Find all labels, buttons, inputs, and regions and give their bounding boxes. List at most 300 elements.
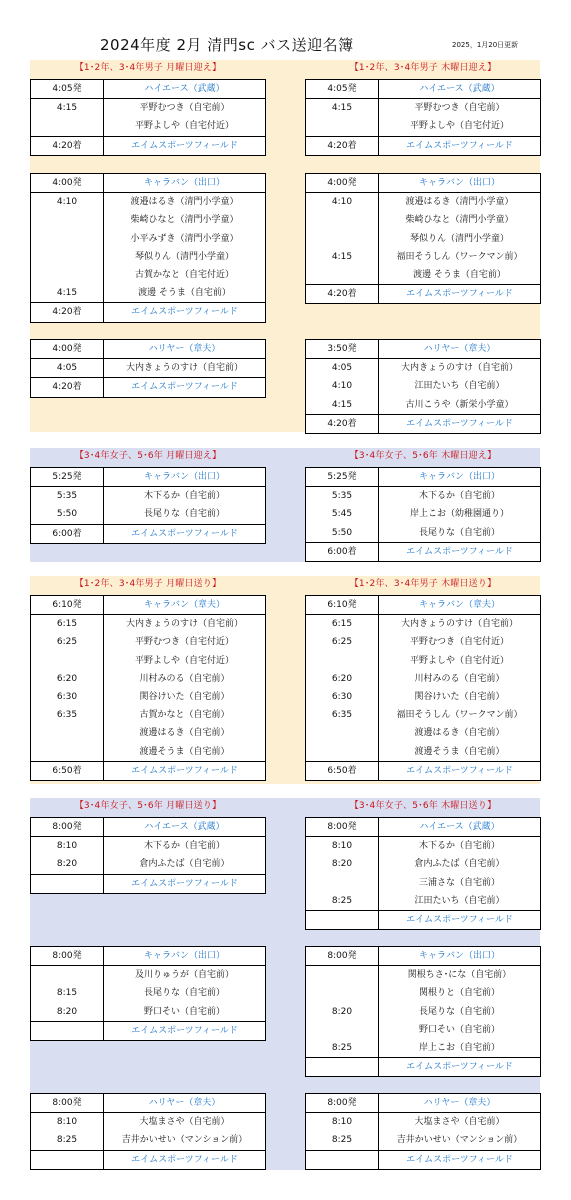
passenger-name: 平野むつき（自宅付近）	[409, 637, 509, 648]
vehicle-name: ハイエース（武蔵）	[419, 822, 500, 832]
stop-time	[31, 652, 104, 670]
stop-time	[306, 117, 379, 135]
passenger-name: 大内きょうのすけ（自宅前）	[125, 363, 243, 374]
table-footer-row	[306, 136, 540, 155]
passenger-name: 渡邊はるき（自宅前）	[414, 728, 505, 739]
table-row	[31, 855, 265, 873]
passenger-name: 古賀かなと（自宅前）	[139, 710, 230, 721]
stop-time	[31, 266, 104, 284]
passenger-name: 関谷けいた（自宅前）	[139, 691, 230, 702]
vehicle-name: ハリヤー（章夫）	[423, 1098, 496, 1108]
table-row	[306, 724, 540, 742]
stop-time	[306, 652, 379, 670]
schedule-table	[30, 79, 266, 156]
table-row	[306, 230, 540, 248]
page-title: 2024年度 2月 清門sc バス送迎名簿	[100, 36, 354, 54]
stop-time: 5:45	[306, 505, 379, 523]
destination: エイムスポーツフィールド	[406, 765, 513, 776]
table-footer-row	[306, 1150, 540, 1169]
passenger-name: 木下るか（自宅前）	[143, 491, 225, 502]
departure-time: 4:00発	[31, 340, 104, 358]
stop-time: 4:10	[306, 377, 379, 395]
departure-time: 6:10発	[31, 596, 104, 614]
stop-time: 8:15	[31, 984, 104, 1002]
passenger-name: 渡邊はるき（自宅前）	[139, 728, 230, 739]
passenger-name: 渡邉はるき（清門小学童）	[405, 197, 514, 208]
stop-time	[306, 966, 379, 984]
stop-time	[306, 984, 379, 1002]
passenger-name: 福田そうしん（ワークマン前）	[396, 710, 523, 721]
passenger-name: 渡邊 そうま（自宅前）	[138, 288, 231, 299]
section-heading-left: 【3･4年女子、5･6年 月曜日送り】	[74, 801, 222, 811]
table-row	[31, 230, 265, 248]
table-row	[31, 211, 265, 229]
passenger-name: 野口そい（自宅前）	[143, 1006, 225, 1017]
table-row	[31, 487, 265, 505]
schedule-table	[30, 595, 266, 781]
table-row	[31, 837, 265, 855]
table-row	[31, 193, 265, 211]
table-row	[306, 1039, 540, 1057]
arrival-time	[31, 1022, 104, 1040]
departure-time: 8:00発	[306, 818, 379, 836]
section-boys-dropoff	[30, 576, 540, 784]
table-row	[31, 706, 265, 724]
table-row	[306, 1021, 540, 1039]
stop-time	[31, 117, 104, 135]
stop-time: 6:30	[31, 688, 104, 706]
stop-time: 5:35	[31, 487, 104, 505]
table-row	[306, 743, 540, 761]
updated-date: 2025，1月20日更新	[452, 41, 519, 49]
destination: エイムスポーツフィールド	[131, 307, 238, 318]
table-footer-row	[306, 284, 540, 303]
vehicle-name: キャラバン（章夫）	[143, 600, 225, 610]
passenger-name: 及川りゅうが（自宅前）	[134, 970, 234, 981]
stop-time	[306, 1021, 379, 1039]
arrival-time	[31, 875, 104, 893]
schedule-table	[305, 339, 541, 434]
passenger-name: 福田そうしん（ワークマン前）	[396, 251, 523, 262]
vehicle-name: キャラバン（出口）	[418, 178, 500, 188]
table-row	[306, 652, 540, 670]
stop-time: 5:50	[31, 505, 104, 523]
passenger-name: 大塩まさや（自宅前）	[414, 1117, 505, 1128]
table-row	[31, 966, 265, 984]
arrival-time: 4:20着	[306, 285, 379, 303]
stop-time: 4:15	[306, 99, 379, 117]
passenger-name: 長尾りな（自宅前）	[143, 509, 225, 520]
table-header-row	[306, 340, 540, 359]
table-header-row	[306, 947, 540, 966]
schedule-table	[305, 946, 541, 1077]
table-row	[306, 874, 540, 892]
arrival-time: 4:20着	[306, 415, 379, 433]
passenger-name: 平野よしや（自宅付近）	[409, 655, 509, 666]
passenger-name: 岸上こお（幼稚園通り）	[409, 509, 509, 520]
stop-time: 8:10	[31, 1113, 104, 1131]
table-row	[306, 837, 540, 855]
passenger-name: 平野むつき（自宅前）	[414, 103, 505, 114]
destination: エイムスポーツフィールド	[131, 140, 238, 151]
arrival-time	[306, 1058, 379, 1076]
vehicle-name: ハリヤー（章夫）	[148, 1098, 221, 1108]
table-row	[306, 524, 540, 542]
table-footer-row	[306, 761, 540, 780]
stop-time: 6:25	[306, 633, 379, 651]
table-footer-row	[31, 302, 265, 321]
table-row	[31, 248, 265, 266]
stop-time: 8:10	[306, 1113, 379, 1131]
table-row	[306, 377, 540, 395]
stop-time: 6:20	[306, 670, 379, 688]
departure-time: 8:00発	[31, 1094, 104, 1112]
stop-time	[31, 248, 104, 266]
schedule-table	[305, 173, 541, 304]
table-footer-row	[306, 910, 540, 929]
stop-time: 6:20	[31, 670, 104, 688]
passenger-name: 大内きょうのすけ（自宅前）	[400, 363, 518, 374]
table-footer-row	[306, 414, 540, 433]
vehicle-name: キャラバン（出口）	[143, 472, 225, 482]
destination: エイムスポーツフィールド	[131, 1154, 238, 1165]
stop-time	[306, 266, 379, 284]
table-row	[306, 855, 540, 873]
table-row	[306, 984, 540, 1002]
stop-time	[31, 724, 104, 742]
passenger-name: 倉内ふたば（自宅前）	[139, 859, 230, 870]
arrival-time: 6:00着	[306, 543, 379, 561]
passenger-name: 吉井かいせい（マンション前）	[396, 1135, 523, 1146]
stop-time	[306, 743, 379, 761]
arrival-time: 4:20着	[31, 378, 104, 396]
section-heading-left: 【1･2年、3･4年男子 月曜日送り】	[74, 579, 222, 589]
passenger-name: 古賀かなと（自宅付近）	[134, 269, 234, 280]
passenger-name: 小平みずき（清門小学童）	[130, 233, 239, 244]
vehicle-name: キャラバン（出口）	[143, 178, 225, 188]
section-heading-right: 【3･4年女子、5･6年 木曜日送り】	[349, 801, 497, 811]
table-row	[31, 505, 265, 523]
passenger-name: 大内きょうのすけ（自宅前）	[400, 619, 518, 630]
schedule-table	[30, 946, 266, 1041]
passenger-name: 長尾りな（自宅前）	[418, 1006, 500, 1017]
passenger-name: 琴似りん（清門小学童）	[409, 233, 509, 244]
table-header-row	[31, 947, 265, 966]
stop-time: 8:25	[31, 1131, 104, 1149]
stop-time	[306, 211, 379, 229]
table-row	[31, 117, 265, 135]
schedule-table	[30, 173, 266, 323]
schedule-table	[30, 1093, 266, 1170]
stop-time: 8:20	[31, 1003, 104, 1021]
stop-time	[31, 211, 104, 229]
arrival-time	[306, 1151, 379, 1169]
schedule-table	[305, 595, 541, 781]
departure-time: 6:10発	[306, 596, 379, 614]
table-row	[306, 706, 540, 724]
stop-time: 8:10	[31, 837, 104, 855]
table-row	[306, 1131, 540, 1149]
stop-time: 8:10	[306, 837, 379, 855]
destination: エイムスポーツフィールド	[406, 418, 513, 429]
vehicle-name: キャラバン（出口）	[143, 951, 225, 961]
vehicle-name: ハイエース（武蔵）	[144, 84, 225, 94]
table-row	[306, 396, 540, 414]
section-girls-pickup	[30, 448, 540, 562]
table-row	[31, 688, 265, 706]
arrival-time: 4:20着	[31, 137, 104, 155]
passenger-name: 岸上こお（自宅前）	[418, 1042, 500, 1053]
table-row	[306, 248, 540, 266]
passenger-name: 長尾りな（自宅前）	[418, 527, 500, 538]
passenger-name: 渡邊 そうま（自宅前）	[413, 269, 506, 280]
schedule-table	[30, 817, 266, 894]
table-footer-row	[306, 542, 540, 561]
passenger-name: 大内きょうのすけ（自宅前）	[125, 619, 243, 630]
table-header-row	[31, 1094, 265, 1113]
stop-time: 6:35	[306, 706, 379, 724]
departure-time: 4:00発	[306, 174, 379, 192]
section-girls-dropoff	[30, 798, 540, 1170]
section-heading-left: 【3･4年女子、5･6年 月曜日迎え】	[74, 451, 222, 461]
passenger-name: 関根ちさ･にな（自宅前）	[407, 970, 512, 981]
schedule-table	[305, 817, 541, 930]
table-footer-row	[31, 1021, 265, 1040]
passenger-name: 江田たいち（自宅前）	[414, 895, 505, 906]
table-footer-row	[31, 136, 265, 155]
stop-time: 5:50	[306, 524, 379, 542]
passenger-name: 川村みのる（自宅前）	[414, 673, 505, 684]
passenger-name: 長尾りな（自宅前）	[143, 988, 225, 999]
passenger-name: 江田たいち（自宅前）	[414, 381, 505, 392]
passenger-name: 平野よしや（自宅付近）	[134, 655, 234, 666]
table-row	[306, 966, 540, 984]
table-row	[31, 359, 265, 377]
table-header-row	[31, 174, 265, 193]
table-row	[306, 1003, 540, 1021]
passenger-name: 木下るか（自宅前）	[418, 841, 500, 852]
passenger-name: 関谷けいた（自宅前）	[414, 691, 505, 702]
destination: エイムスポーツフィールド	[406, 546, 513, 557]
stop-time	[306, 874, 379, 892]
table-row	[306, 615, 540, 633]
table-row	[306, 117, 540, 135]
table-header-row	[31, 818, 265, 837]
stop-time: 6:15	[31, 615, 104, 633]
schedule-table	[305, 1093, 541, 1170]
vehicle-name: ハイエース（武蔵）	[419, 84, 500, 94]
arrival-time: 6:50着	[31, 762, 104, 780]
stop-time	[31, 230, 104, 248]
passenger-name: 野口そい（自宅前）	[418, 1024, 500, 1035]
passenger-name: 平野むつき（自宅前）	[139, 103, 230, 114]
stop-time: 5:35	[306, 487, 379, 505]
vehicle-name: ハリヤー（章夫）	[148, 344, 221, 354]
stop-time: 4:15	[31, 284, 104, 302]
passenger-name: 吉井かいせい（マンション前）	[121, 1135, 248, 1146]
table-row	[31, 284, 265, 302]
stop-time	[31, 966, 104, 984]
stop-time: 8:25	[306, 1039, 379, 1057]
stop-time: 4:05	[306, 359, 379, 377]
arrival-time: 6:50着	[306, 762, 379, 780]
table-row	[306, 633, 540, 651]
stop-time: 8:20	[306, 855, 379, 873]
arrival-time	[31, 1151, 104, 1169]
table-header-row	[306, 468, 540, 487]
table-row	[31, 1131, 265, 1149]
stop-time	[31, 743, 104, 761]
passenger-name: 古川こうや（新栄小学童）	[405, 399, 514, 410]
table-row	[306, 99, 540, 117]
passenger-name: 平野よしや（自宅付近）	[134, 121, 234, 132]
table-row	[306, 1113, 540, 1131]
table-row	[306, 892, 540, 910]
destination: エイムスポーツフィールド	[131, 765, 238, 776]
destination: エイムスポーツフィールド	[406, 289, 513, 300]
passenger-name: 柴崎ひなと（清門小学童）	[405, 215, 514, 226]
table-row	[31, 984, 265, 1002]
departure-time: 5:25発	[306, 468, 379, 486]
table-row	[31, 743, 265, 761]
table-row	[31, 670, 265, 688]
table-row	[31, 1113, 265, 1131]
destination: エイムスポーツフィールド	[406, 914, 513, 925]
table-header-row	[306, 174, 540, 193]
table-row	[306, 688, 540, 706]
destination: エイムスポーツフィールド	[131, 382, 238, 393]
table-row	[31, 1003, 265, 1021]
departure-time: 4:05発	[31, 80, 104, 98]
stop-time: 8:25	[306, 1131, 379, 1149]
table-row	[31, 724, 265, 742]
stop-time: 6:15	[306, 615, 379, 633]
schedule-table	[305, 467, 541, 562]
section-boys-pickup	[30, 60, 540, 432]
section-heading-left: 【1･2年、3･4年男子 月曜日迎え】	[74, 63, 222, 73]
stop-time: 6:30	[306, 688, 379, 706]
passenger-name: 川村みのる（自宅前）	[139, 673, 230, 684]
destination: エイムスポーツフィールド	[406, 1154, 513, 1165]
passenger-name: 三浦さな（自宅前）	[418, 877, 500, 888]
schedule-table	[305, 79, 541, 156]
passenger-name: 関根りと（自宅前）	[418, 988, 500, 999]
section-heading-right: 【1･2年、3･4年男子 木曜日迎え】	[349, 63, 497, 73]
schedule-table	[30, 339, 266, 398]
destination: エイムスポーツフィールド	[131, 878, 238, 889]
vehicle-name: キャラバン（出口）	[418, 951, 500, 961]
table-row	[31, 266, 265, 284]
table-header-row	[306, 1094, 540, 1113]
table-footer-row	[31, 1150, 265, 1169]
stop-time: 6:25	[31, 633, 104, 651]
table-row	[31, 633, 265, 651]
table-row	[306, 211, 540, 229]
destination: エイムスポーツフィールド	[131, 1025, 238, 1036]
table-header-row	[306, 818, 540, 837]
stop-time: 8:25	[306, 892, 379, 910]
table-footer-row	[31, 377, 265, 396]
table-header-row	[31, 340, 265, 359]
table-header-row	[31, 468, 265, 487]
stop-time: 4:15	[31, 99, 104, 117]
stop-time: 8:20	[31, 855, 104, 873]
table-row	[31, 652, 265, 670]
table-row	[31, 615, 265, 633]
passenger-name: 平野よしや（自宅付近）	[409, 121, 509, 132]
stop-time: 8:20	[306, 1003, 379, 1021]
schedule-table	[30, 467, 266, 544]
arrival-time: 4:20着	[31, 303, 104, 321]
table-header-row	[306, 80, 540, 99]
table-footer-row	[31, 761, 265, 780]
passenger-name: 柴崎ひなと（清門小学童）	[130, 215, 239, 226]
table-footer-row	[31, 874, 265, 893]
stop-time: 4:10	[306, 193, 379, 211]
table-header-row	[306, 596, 540, 615]
stop-time: 4:10	[31, 193, 104, 211]
vehicle-name: ハリヤー（章夫）	[423, 344, 496, 354]
passenger-name: 倉内ふたば（自宅前）	[414, 859, 505, 870]
stop-time: 6:35	[31, 706, 104, 724]
passenger-name: 大塩まさや（自宅前）	[139, 1117, 230, 1128]
stop-time: 4:15	[306, 396, 379, 414]
destination: エイムスポーツフィールド	[131, 528, 238, 539]
arrival-time	[306, 911, 379, 929]
departure-time: 5:25発	[31, 468, 104, 486]
table-row	[31, 99, 265, 117]
departure-time: 8:00発	[306, 947, 379, 965]
vehicle-name: キャラバン（章夫）	[418, 600, 500, 610]
passenger-name: 木下るか（自宅前）	[418, 491, 500, 502]
table-row	[306, 266, 540, 284]
table-row	[306, 670, 540, 688]
stop-time: 4:15	[306, 248, 379, 266]
table-row	[306, 487, 540, 505]
departure-time: 8:00発	[306, 1094, 379, 1112]
destination: エイムスポーツフィールド	[406, 1062, 513, 1073]
departure-time: 4:00発	[31, 174, 104, 192]
table-footer-row	[306, 1057, 540, 1076]
passenger-name: 渡邊そうま（自宅前）	[414, 746, 505, 757]
passenger-name: 琴似りん（清門小学童）	[134, 251, 234, 262]
departure-time: 4:05発	[306, 80, 379, 98]
table-row	[306, 505, 540, 523]
table-row	[306, 193, 540, 211]
passenger-name: 渡邉はるき（清門小学童）	[130, 197, 239, 208]
stop-time	[306, 230, 379, 248]
table-header-row	[31, 80, 265, 99]
passenger-name: 平野むつき（自宅付近）	[134, 637, 234, 648]
departure-time: 8:00発	[31, 818, 104, 836]
destination: エイムスポーツフィールド	[406, 140, 513, 151]
stop-time	[306, 724, 379, 742]
arrival-time: 4:20着	[306, 137, 379, 155]
vehicle-name: キャラバン（出口）	[418, 472, 500, 482]
passenger-name: 渡邊そうま（自宅前）	[139, 746, 230, 757]
vehicle-name: ハイエース（武蔵）	[144, 822, 225, 832]
section-heading-right: 【3･4年女子、5･6年 木曜日迎え】	[349, 451, 497, 461]
arrival-time: 6:00着	[31, 525, 104, 543]
departure-time: 8:00発	[31, 947, 104, 965]
stop-time: 4:05	[31, 359, 104, 377]
table-header-row	[31, 596, 265, 615]
departure-time: 3:50発	[306, 340, 379, 358]
table-row	[306, 359, 540, 377]
passenger-name: 木下るか（自宅前）	[143, 841, 225, 852]
table-footer-row	[31, 524, 265, 543]
section-heading-right: 【1･2年、3･4年男子 木曜日送り】	[349, 579, 497, 589]
